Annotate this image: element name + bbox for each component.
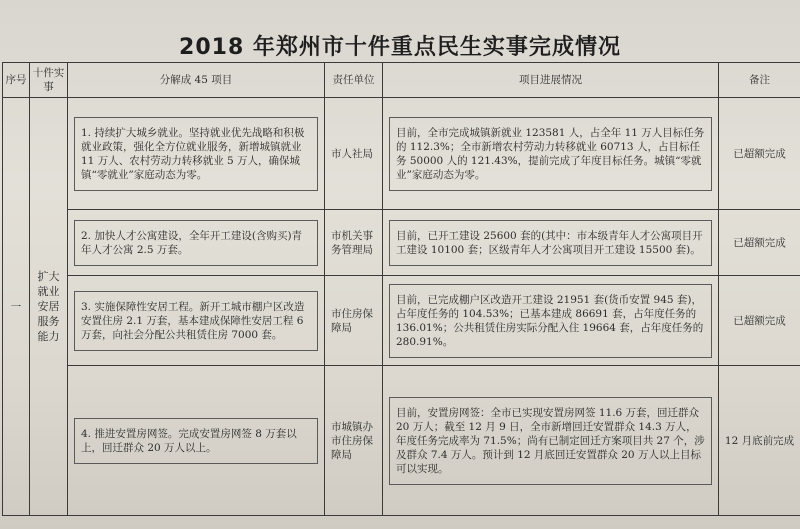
unit-cell: 市城镇办市住房保障局 — [325, 366, 383, 516]
note-cell: 已超额完成 — [719, 98, 800, 210]
group-category: 扩大就业安居服务能力 — [30, 98, 68, 516]
progress-cell — [383, 98, 719, 210]
header-unit: 责任单位 — [325, 63, 383, 98]
table-row — [3, 98, 800, 210]
progress-cell — [383, 276, 719, 366]
header-progress: 项目进展情况 — [383, 63, 719, 98]
progress-cell — [383, 210, 719, 276]
progress-text: 目前，已开工建设 25600 套的(其中：市本级青年人才公寓项目开工建设 10100 套；区级青年人才公寓项目开工建设 15500 套)。 — [389, 220, 712, 266]
header-items: 分解成 45 项目 — [68, 63, 325, 98]
note-cell: 已超额完成 — [719, 210, 800, 276]
header-note: 备注 — [719, 63, 800, 98]
unit-cell: 市机关事务管理局 — [325, 210, 383, 276]
item-cell — [68, 366, 325, 516]
header-no: 序号 — [3, 63, 30, 98]
table-row — [3, 210, 800, 276]
progress-cell — [383, 366, 719, 516]
group-number: 一 — [3, 98, 30, 516]
unit-cell: 市住房保障局 — [325, 276, 383, 366]
table-row — [3, 276, 800, 366]
achievements-table — [2, 62, 800, 516]
note-cell: 12 月底前完成 — [719, 366, 800, 516]
item-text: 1. 持续扩大城乡就业。坚持就业优先战略和积极就业政策，强化全方位就业服务，新增城镇就业 11 万人、农村劳动力转移就业 5 万人，确保城镇“零就业”家庭动态为零。 — [74, 117, 318, 191]
table-row — [3, 366, 800, 516]
item-cell — [68, 98, 325, 210]
unit-cell: 市人社局 — [325, 98, 383, 210]
item-text: 3. 实施保障性安居工程。新开工城市棚户区改造安置住房 2.1 万套，基本建成保障性安居工程 6 万套，向社会分配公共租赁住房 7000 套。 — [74, 291, 318, 351]
table-header-row — [3, 63, 800, 98]
item-cell — [68, 210, 325, 276]
header-category: 十件实事 — [30, 63, 68, 98]
note-cell: 已超额完成 — [719, 276, 800, 366]
item-text: 4. 推进安置房网签。完成安置房网签 8 万套以上，回迁群众 20 万人以上。 — [74, 418, 318, 464]
page-title: 2018 年郑州市十件重点民生实事完成情况 — [179, 35, 621, 60]
item-cell — [68, 276, 325, 366]
progress-text: 目前，安置房网签：全市已实现安置房网签 11.6 万套，回迁群众 20 万人；截至 12 月 9 日，全市新增回迁安置群众 14.3 万人，年度任务完成率为 71.5%；尚有已制定回迁方案项目共 27 个，涉及群众 7.4 万人。预计到 12 月底回迁安置群众 20 万人以上目标可以实现。 — [389, 397, 712, 485]
progress-text: 目前，全市完成城镇新就业 123581 人，占全年 11 万人目标任务的 112.3%；全市新增农村劳动力转移就业 60713 人，占目标任务 50000 人的 121.43%，提前完成了年度目标任务。城镇“零就业”家庭动态为零。 — [389, 117, 712, 191]
progress-text: 目前，已完成棚户区改造开工建设 21951 套(货币安置 945 套)，占年度任务的 104.53%；已基本建成 86691 套，占年度任务的 136.01%；公共租赁住房实际分配入住 19664 套，占年度任务的 280.91%。 — [389, 284, 712, 358]
item-text: 2. 加快人才公寓建设，全年开工建设(含购买)青年人才公寓 2.5 万套。 — [74, 220, 318, 266]
